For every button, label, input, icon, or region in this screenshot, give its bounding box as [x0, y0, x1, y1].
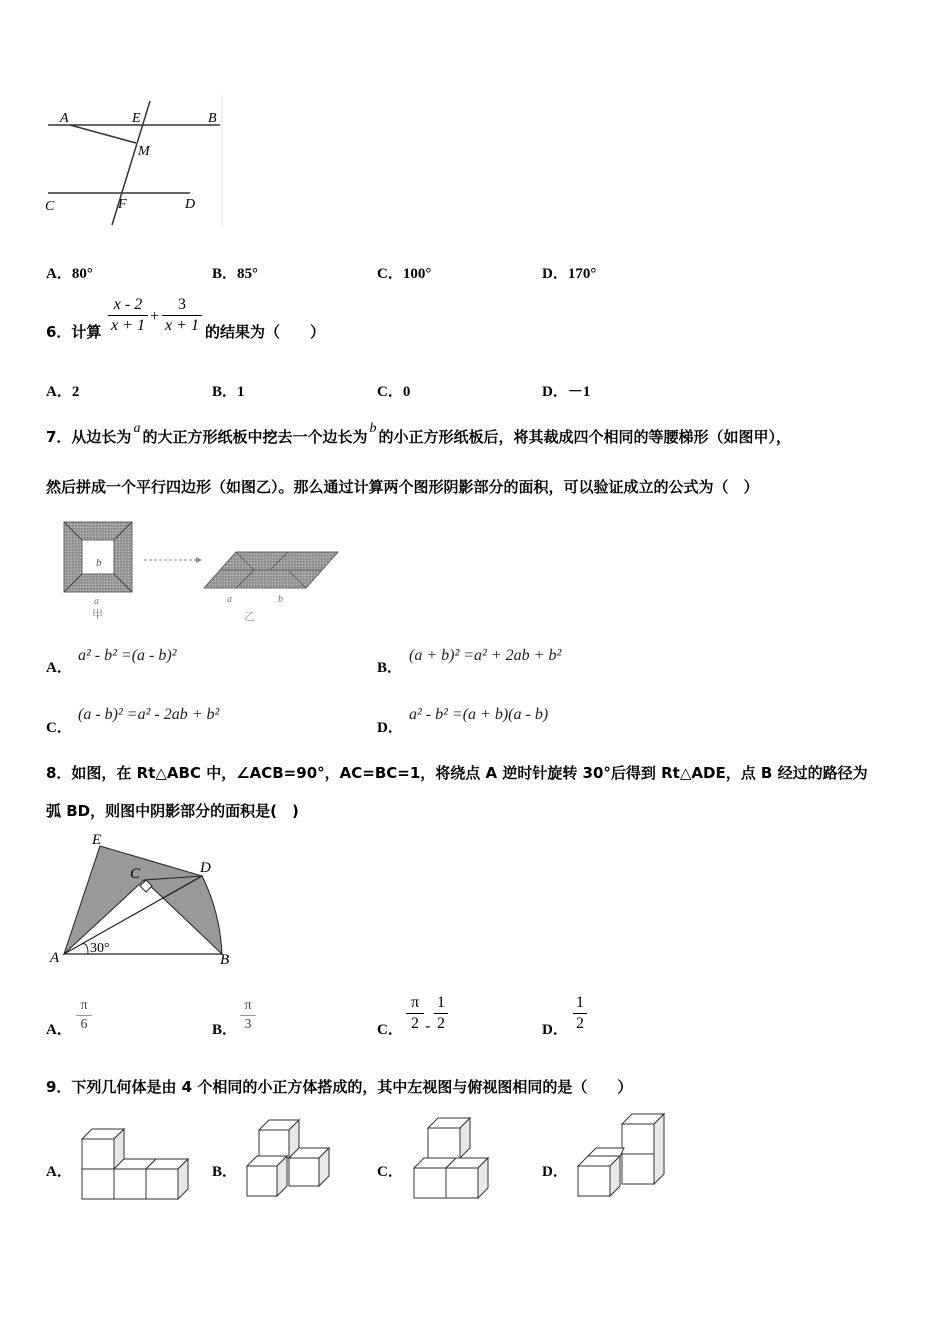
q7-text-a: 7．从边长为 [46, 428, 132, 446]
q7-option-d-formula: a² - b² =(a + b)(a - b) [409, 706, 549, 723]
q9-figure-b [243, 1118, 338, 1203]
frac-num: 1 [434, 994, 448, 1014]
option-letter: C． [377, 384, 403, 400]
q5-option-b[interactable] [212, 262, 258, 283]
q7-fig-label-jia: 甲 [92, 609, 103, 621]
option-letter: B． [212, 266, 238, 282]
q8-option-a-frac [76, 998, 92, 1033]
frac-den: 2 [576, 1015, 584, 1032]
option-letter: C． [377, 1164, 403, 1180]
q7-text-c: 的小正方形纸板后，将其裁成四个相同的等腰梯形（如图甲）， [378, 428, 791, 446]
q6-frac2-num: 3 [162, 296, 202, 316]
option-letter: C． [377, 266, 403, 282]
q7-option-c[interactable] [46, 716, 72, 737]
q7-line1 [46, 421, 791, 447]
option-letter: A． [46, 384, 72, 400]
q6-fraction-2 [162, 296, 202, 335]
option-letter: B． [212, 384, 238, 400]
option-value: 2 [71, 384, 80, 400]
q8-option-c-minus: - [425, 1016, 431, 1035]
q8-label-D: D [200, 860, 211, 876]
option-value: 80° [71, 266, 93, 282]
option-value: 85° [237, 266, 259, 282]
q9-option-d[interactable] [542, 1160, 568, 1181]
frac-num: π [76, 998, 92, 1016]
option-value: －1 [567, 384, 591, 400]
option-letter: B． [212, 1022, 238, 1038]
q7-option-c-formula: (a - b)² =a² - 2ab + b² [78, 706, 220, 723]
q6-frac1-den: x + 1 [111, 317, 145, 334]
frac-num: 1 [573, 994, 587, 1014]
q5-figure [40, 95, 230, 230]
option-letter: D． [542, 1164, 568, 1180]
option-value: 100° [402, 266, 432, 282]
q9-text: 9．下列几何体是由 4 个相同的小正方体搭成的，其中左视图与俯视图相同的是（ ） [46, 1078, 633, 1096]
q7-var-a: a [133, 421, 141, 436]
q6-suffix: 的结果为（ ） [205, 323, 326, 341]
q9-figure-d [572, 1110, 677, 1202]
q5-label-B: B [208, 111, 217, 126]
q6-plus: + [150, 308, 160, 325]
q8-figure [44, 828, 244, 970]
option-letter: D． [377, 720, 403, 736]
q6-option-d[interactable] [542, 380, 590, 401]
q6-frac1-num: x - 2 [108, 296, 148, 316]
q9-figure-c [410, 1116, 500, 1201]
option-letter: C． [377, 1022, 403, 1038]
frac-den: 6 [80, 1017, 88, 1032]
q8-option-c[interactable] [377, 1018, 403, 1039]
q7-option-a-formula: a² - b² =(a - b)² [78, 647, 177, 664]
option-letter: B． [212, 1164, 238, 1180]
q6-option-b[interactable] [212, 380, 245, 401]
frac-den: 2 [411, 1015, 419, 1032]
q7-option-d[interactable] [377, 716, 403, 737]
q6-option-c[interactable] [377, 380, 410, 401]
q7-fig-label-b: b [96, 557, 102, 569]
q7-line2: 然后拼成一个平行四边形（如图乙）。那么通过计算两个图形阴影部分的面积，可以验证成立的公式为（ ） [46, 478, 759, 496]
q9-figure-a [78, 1125, 198, 1205]
q8-option-b[interactable] [212, 1018, 237, 1039]
option-letter: B． [377, 660, 403, 676]
q6-fraction-1 [108, 296, 148, 335]
q7-fig-label-b2: b [278, 594, 283, 605]
q8-label-E: E [92, 832, 102, 848]
q7-fig-label-yi: 乙 [244, 611, 255, 623]
q7-option-b[interactable] [377, 656, 402, 677]
frac-num: π [406, 994, 424, 1014]
option-letter: C． [46, 720, 72, 736]
option-letter: D． [542, 266, 568, 282]
q5-option-c[interactable] [377, 262, 431, 283]
frac-num: π [240, 998, 256, 1016]
q8-option-c-frac1 [406, 994, 424, 1033]
q5-label-A: A [60, 111, 69, 126]
option-value: 0 [402, 384, 411, 400]
q5-label-F: F [118, 197, 127, 212]
option-letter: D． [542, 1022, 568, 1038]
q5-label-D: D [185, 197, 196, 212]
q8-label-angle: 30° [90, 941, 110, 956]
q7-option-a[interactable] [46, 656, 72, 677]
q7-text-b: 的大正方形纸板中挖去一个边长为 [142, 428, 368, 446]
q6-prefix: 6．计算 [46, 323, 102, 341]
q5-label-E: E [132, 111, 141, 126]
q5-option-d[interactable] [542, 262, 596, 283]
q7-figure [60, 516, 350, 628]
q9-option-c[interactable] [377, 1160, 403, 1181]
q8-option-c-frac2 [434, 994, 448, 1033]
q8-option-b-frac [240, 998, 256, 1033]
q8-label-B: B [220, 952, 230, 968]
q7-var-b: b [369, 421, 377, 436]
q8-label-C: C [130, 866, 141, 882]
q7-fig-label-a2: a [227, 594, 232, 605]
option-letter: D． [542, 384, 568, 400]
frac-den: 2 [437, 1015, 445, 1032]
q8-label-A: A [50, 950, 60, 966]
frac-den: 3 [244, 1017, 252, 1032]
q8-line2: 弧 BD，则图中阴影部分的面积是( ) [46, 802, 299, 820]
q9-option-b[interactable] [212, 1160, 237, 1181]
q9-option-a[interactable] [46, 1160, 72, 1181]
q8-option-a[interactable] [46, 1018, 72, 1039]
q5-option-a[interactable] [46, 262, 93, 283]
q5-label-M: M [138, 144, 150, 159]
q7-fig-label-a1: a [94, 596, 99, 607]
q6-frac2-den: x + 1 [165, 317, 199, 334]
q6-option-a[interactable] [46, 380, 79, 401]
option-value: 170° [567, 266, 597, 282]
option-letter: A． [46, 266, 72, 282]
option-letter: A． [46, 660, 72, 676]
option-letter: A． [46, 1164, 72, 1180]
option-value: 1 [237, 384, 245, 400]
q8-option-d[interactable] [542, 1018, 568, 1039]
option-letter: A． [46, 1022, 72, 1038]
q7-option-b-formula: (a + b)² =a² + 2ab + b² [409, 647, 562, 664]
q8-option-d-frac [573, 994, 587, 1033]
q8-line1: 8．如图，在 Rt△ABC 中，∠ACB=90°，AC=BC=1，将绕点 A 逆时针旋转 30°后得到 Rt△ADE，点 B 经过的路径为 [46, 764, 868, 782]
q5-label-C: C [45, 199, 55, 214]
